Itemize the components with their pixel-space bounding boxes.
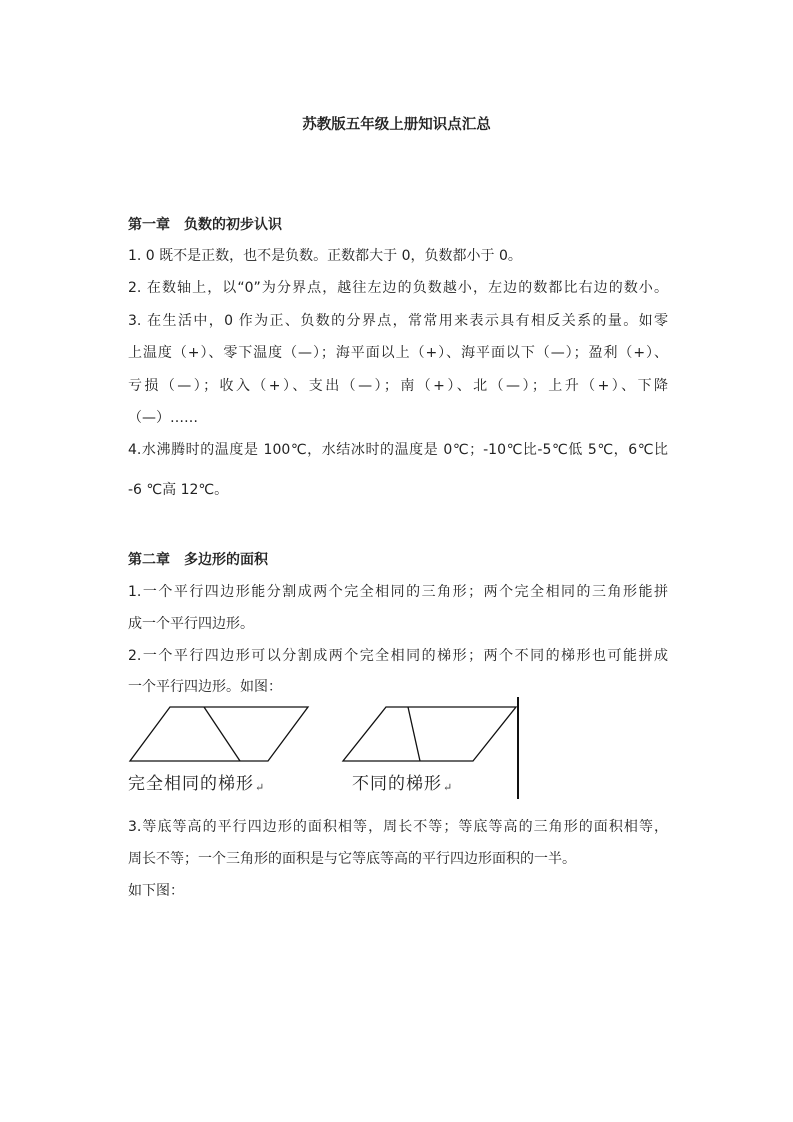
chapter1-line-7: 4.水沸腾时的温度是 100℃，水结冰时的温度是 0℃；-10℃比-5℃低 5℃，6℃比 (128, 442, 668, 458)
document-title: 苏教版五年级上册知识点汇总 (302, 117, 491, 133)
chapter2-line-7: 如下图： (128, 883, 184, 899)
chapter1-line-3: 3. 在生活中，0 作为正、负数的分界点，常常用来表示具有相反关系的量。如零 (128, 313, 668, 329)
chapter2-heading: 第二章 多边形的面积 (128, 552, 268, 568)
chapter1-heading: 第一章 负数的初步认识 (128, 217, 282, 233)
paragraph-mark-icon: ↵ (443, 781, 454, 794)
chapter2-line-3: 2.一个平行四边形可以分割成两个完全相同的梯形；两个不同的梯形也可能拼成 (128, 648, 668, 664)
chapter2-line-5: 3.等底等高的平行四边形的面积相等，周长不等；等底等高的三角形的面积相等， (128, 819, 668, 835)
chapter1-line-8: -6 ℃高 12℃。 (128, 482, 229, 498)
paragraph-mark-icon: ↵ (255, 781, 266, 794)
left-parallelogram (130, 707, 308, 761)
chapter1-line-2: 2. 在数轴上，以“0”为分界点，越往左边的负数越小，左边的数都比右边的数小。 (128, 280, 668, 296)
right-parallelogram (343, 707, 516, 761)
chapter2-line-1: 1.一个平行四边形能分割成两个完全相同的三角形；两个完全相同的三角形能拼 (128, 584, 668, 600)
chapter1-line-5: 亏损（—）；收入（+）、支出（—）；南（+）、北（—）；上升（+）、下降 (128, 378, 668, 394)
left-divider (204, 707, 240, 761)
right-divider (408, 707, 420, 761)
chapter1-line-6: （—）…… (128, 410, 198, 426)
chapter1-line-4: 上温度（+）、零下温度（—）；海平面以上（+）、海平面以下（—）；盈利（+）、 (128, 345, 668, 361)
chapter2-line-2: 成一个平行四边形。 (128, 616, 254, 632)
label-different-trapezoids: 不同的梯形↵ (352, 774, 454, 794)
chapter2-line-6: 周长不等；一个三角形的面积是与它等底等高的平行四边形面积的一半。 (128, 851, 576, 867)
chapter2-line-4: 一个平行四边形。如图： (128, 679, 282, 695)
label-identical-trapezoids: 完全相同的梯形↵ (128, 774, 266, 794)
chapter1-line-1: 1. 0 既不是正数，也不是负数。正数都大于 0，负数都小于 0。 (128, 248, 522, 264)
trapezoid-figure (128, 697, 528, 801)
